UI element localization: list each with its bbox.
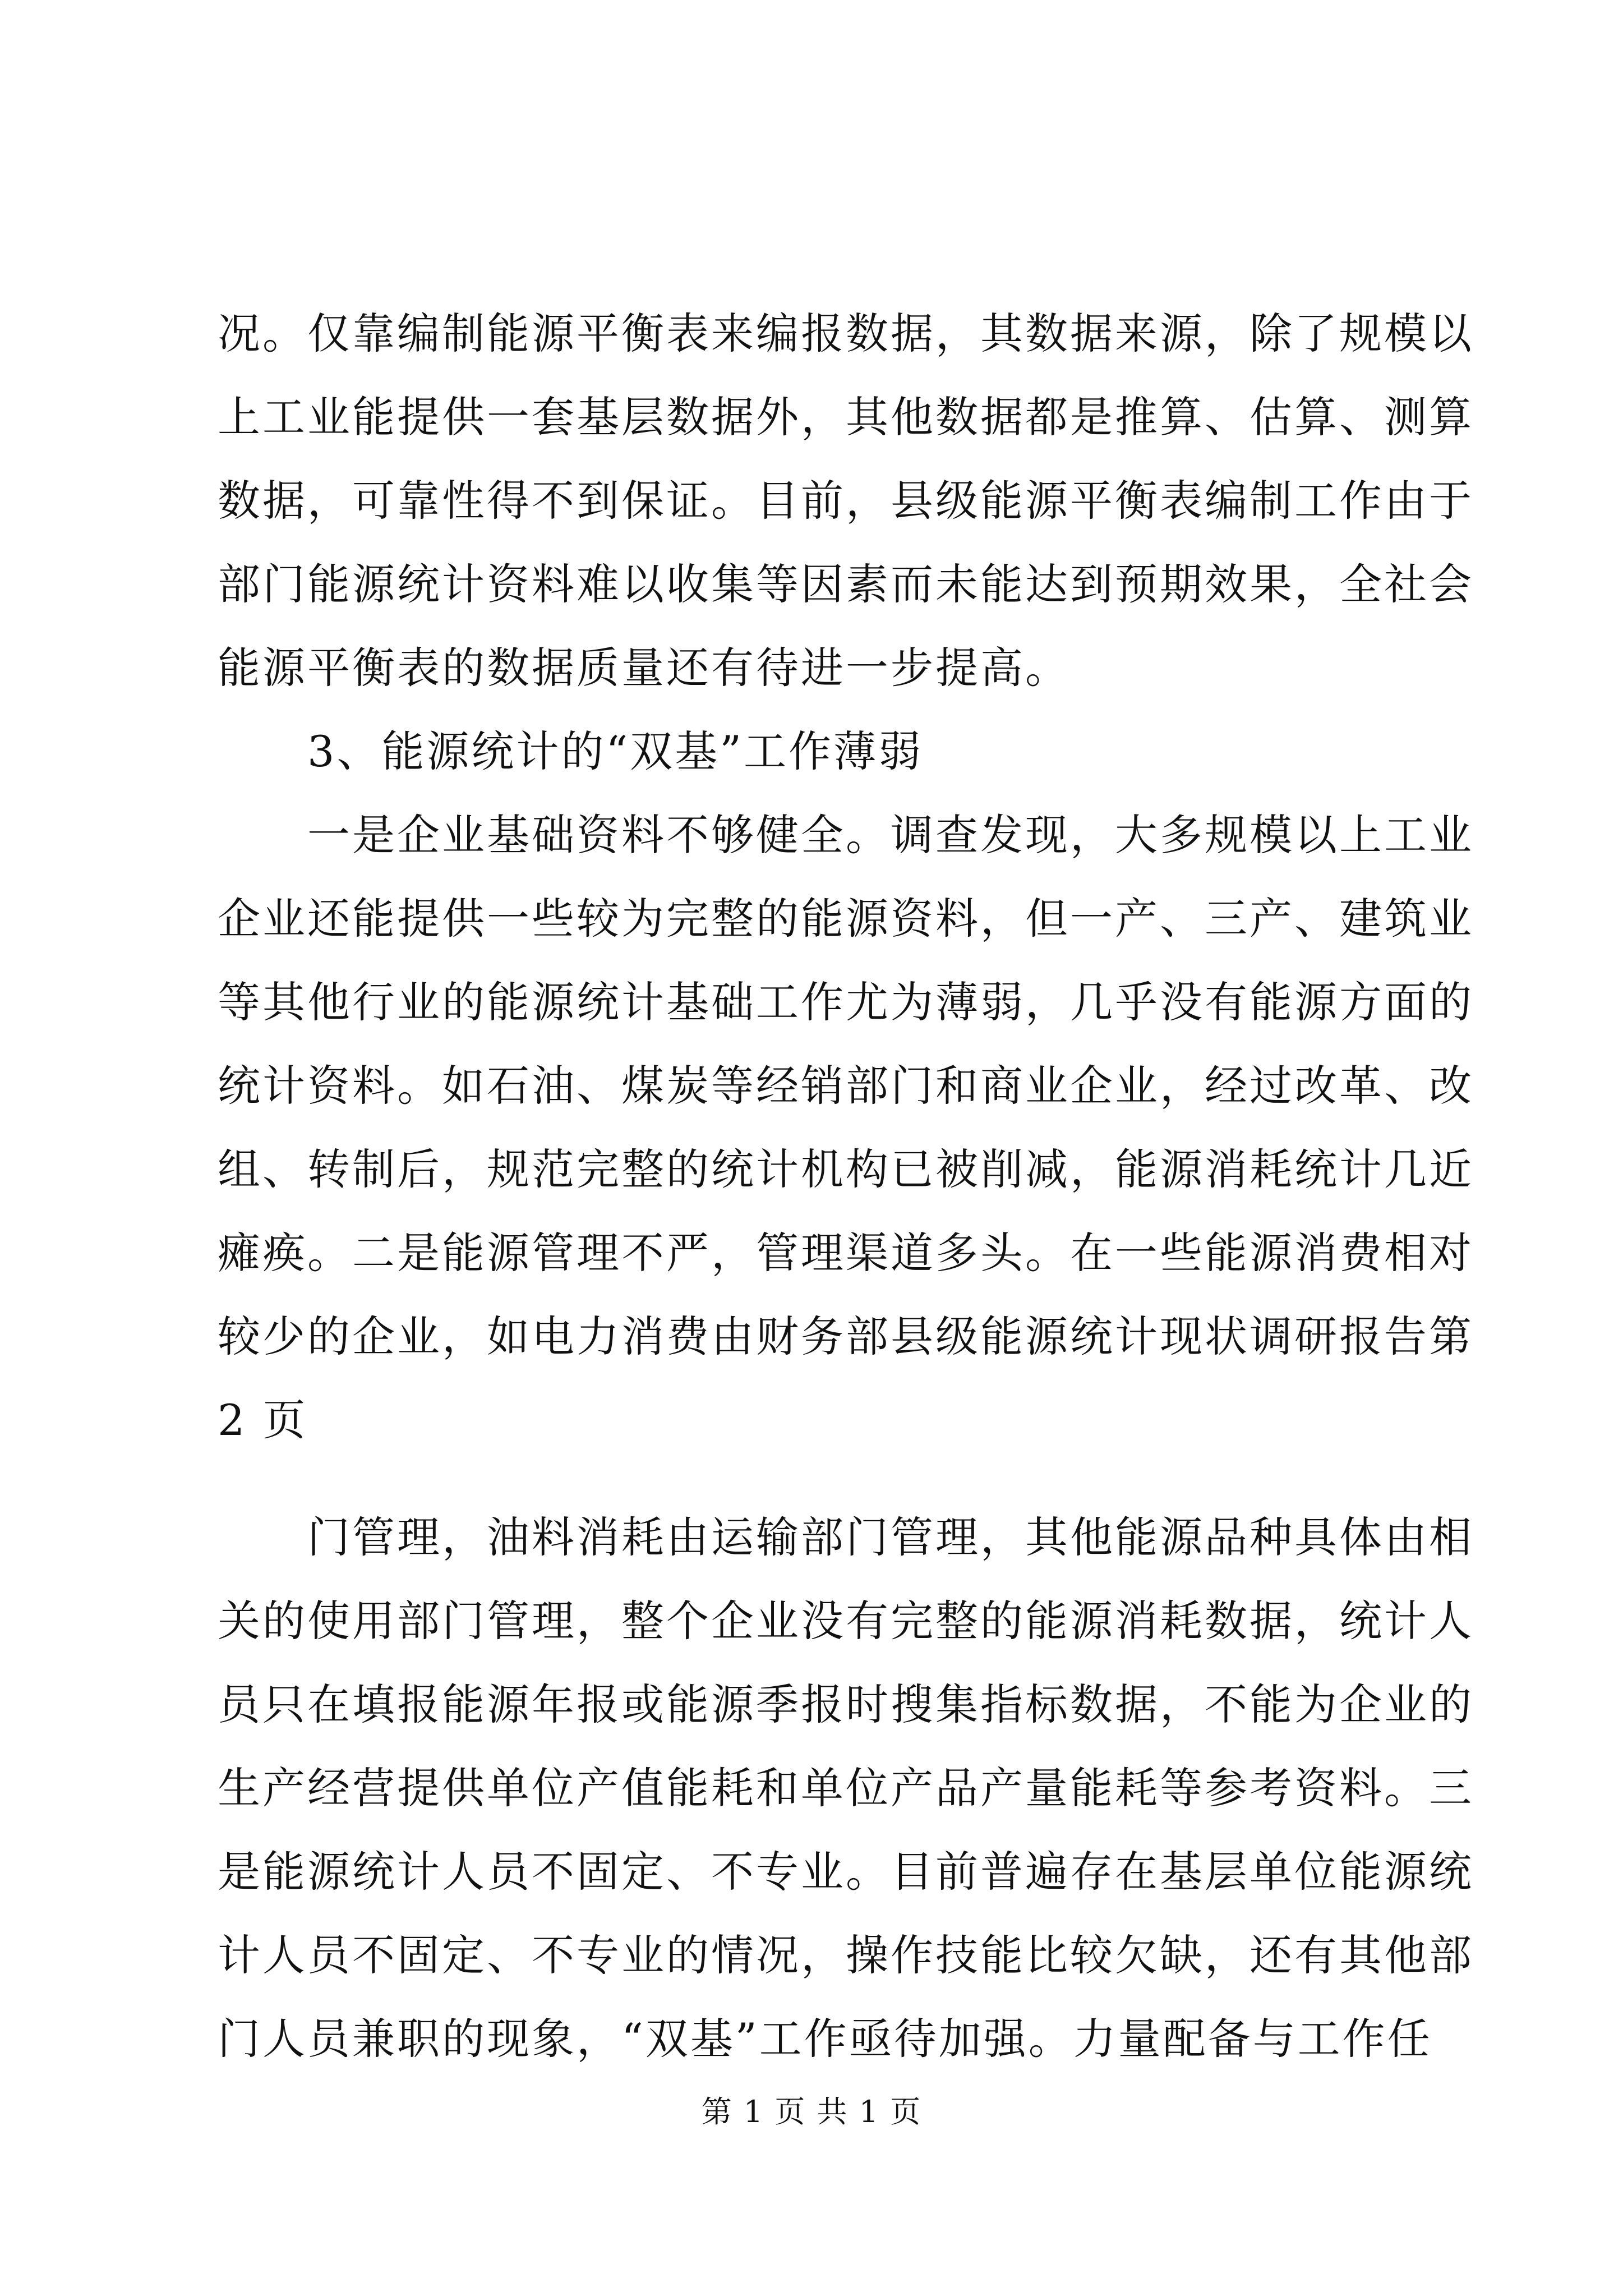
body-line: 部门能源统计资料难以收集等因素而未能达到预期效果，全社会 xyxy=(218,559,1474,609)
paragraph-first-line: 门管理，油料消耗由运输部门管理，其他能源品种具体由相 xyxy=(307,1512,1474,1562)
body-line: 是能源统计人员不固定、不专业。目前普遍存在基层单位能源统 xyxy=(218,1847,1474,1897)
document-body xyxy=(218,292,1474,2081)
paragraph-first-line: 一是企业基础资料不够健全。调查发现，大多规模以上工业 xyxy=(307,810,1474,860)
body-line: 组、转制后，规范完整的统计机构已被削减，能源消耗统计几近 xyxy=(218,1144,1474,1194)
inline-page-marker: 2 页 xyxy=(218,1395,308,1445)
page-footer: 第 1 页 共 1 页 xyxy=(701,2094,922,2129)
body-line: 瘫痪。二是能源管理不严，管理渠道多头。在一些能源消费相对 xyxy=(218,1228,1474,1278)
body-line: 较少的企业，如电力消费由财务部县级能源统计现状调研报告第 xyxy=(218,1312,1474,1361)
body-line: 企业还能提供一些较为完整的能源资料，但一产、三产、建筑业 xyxy=(218,894,1474,944)
section-heading: 3、能源统计的“双基”工作薄弱 xyxy=(307,726,924,776)
body-line: 等其他行业的能源统计基础工作尤为薄弱，几乎没有能源方面的 xyxy=(218,977,1474,1027)
body-line: 计人员不固定、不专业的情况，操作技能比较欠缺，还有其他部 xyxy=(218,1930,1474,1980)
body-line: 门人员兼职的现象，“双基”工作亟待加强。力量配备与工作任 xyxy=(218,2014,1432,2064)
body-line: 数据，可靠性得不到保证。目前，县级能源平衡表编制工作由于 xyxy=(218,476,1474,526)
body-line: 员只在填报能源年报或能源季报时搜集指标数据，不能为企业的 xyxy=(218,1680,1474,1729)
body-line: 统计资料。如石油、煤炭等经销部门和商业企业，经过改革、改 xyxy=(218,1061,1474,1111)
body-line: 生产经营提供单位产值能耗和单位产品产量能耗等参考资料。三 xyxy=(218,1763,1474,1813)
body-line: 关的使用部门管理，整个企业没有完整的能源消耗数据，统计人 xyxy=(218,1596,1474,1646)
body-line: 能源平衡表的数据质量还有待进一步提高。 xyxy=(218,643,1070,693)
body-line: 况。仅靠编制能源平衡表来编报数据，其数据来源，除了规模以 xyxy=(218,309,1474,358)
body-line: 上工业能提供一套基层数据外，其他数据都是推算、估算、测算 xyxy=(218,392,1474,442)
